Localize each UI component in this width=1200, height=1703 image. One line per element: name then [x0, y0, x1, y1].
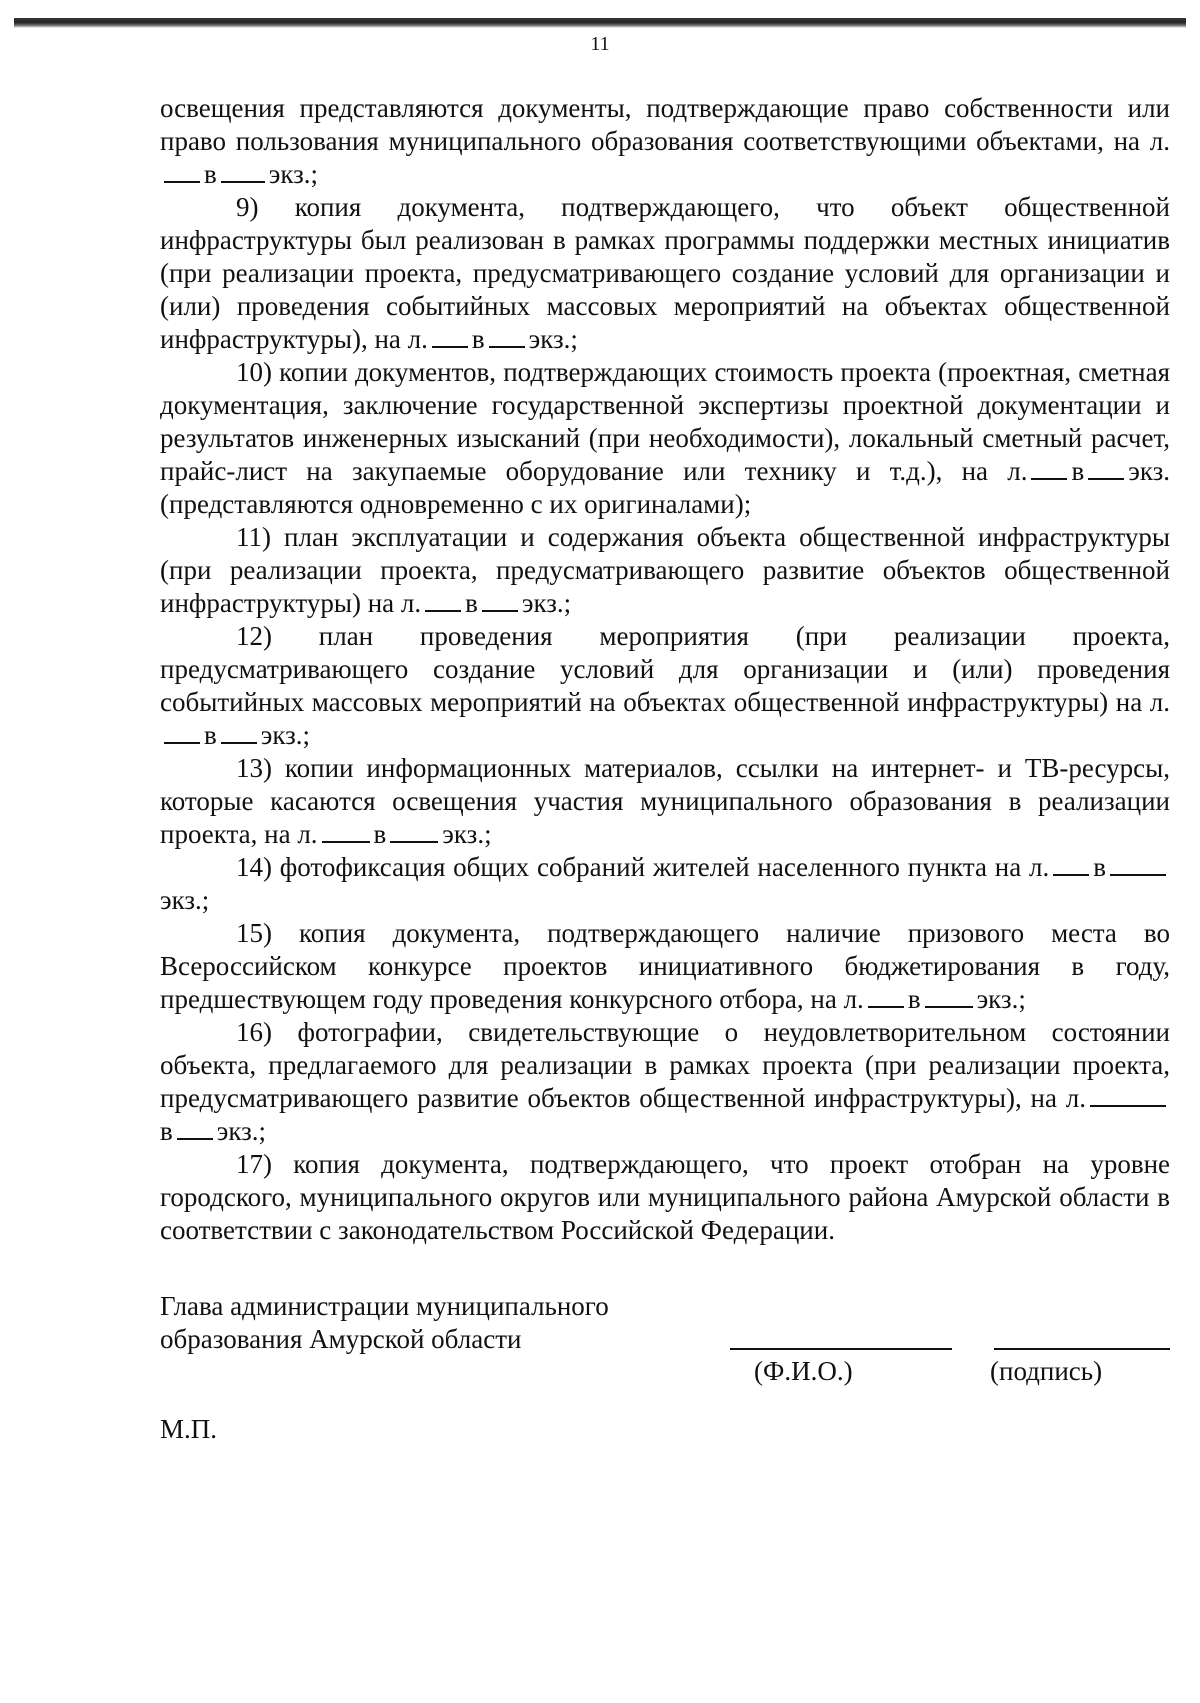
copies-suffix: экз.;	[216, 1116, 267, 1146]
paragraph-continuation-text: освещения представляются документы, подтверждающие право собственности или право пользования муниципального образования соответствующими объектами, на л.	[160, 93, 1170, 156]
sheet-count-blank	[164, 741, 200, 744]
sheet-count-blank	[432, 345, 468, 348]
stamp-place-label: М.П.	[160, 1414, 218, 1444]
copies-count-blank	[489, 345, 525, 348]
item-11-text: 11) план эксплуатации и содержания объекта общественной инфраструктуры (при реализации проекта, предусматривающего развитие объектов общественной инфраструктуры) на л.	[160, 522, 1170, 618]
copies-label: в	[907, 984, 921, 1014]
paragraph-item-16	[160, 1016, 1170, 1148]
copies-count-blank	[1088, 477, 1124, 480]
item-9-text: 9) копия документа, подтверждающего, что объект общественной инфраструктуры был реализован в рамках программы поддержки местных инициатив (при реализации проекта, предусматривающего создание условий для организации и (или) проведения событийных массовых мероприятий на объектах общественной инфраструктуры), на л.	[160, 192, 1170, 354]
copies-label: в	[1093, 852, 1106, 882]
copies-label: в	[204, 159, 217, 189]
fio-caption: (Ф.И.О.)	[754, 1356, 853, 1386]
signatory-title-line-2: образования Амурской области	[160, 1324, 522, 1354]
copies-suffix: экз. (представляются одновременно с их оригиналами);	[160, 456, 1170, 519]
item-10-text: 10) копии документов, подтверждающих стоимость проекта (проектная, сметная документация, заключение государственной экспертизы проектной документации и результатов инженерных изысканий (при необходимости), локальный сметный расчет, прайс-лист на закупаемые оборудование или технику и т.д.), на л.	[160, 357, 1170, 486]
fio-line	[730, 1348, 952, 1350]
scan-top-edge	[14, 18, 1186, 28]
signature-line	[994, 1348, 1170, 1350]
copies-count-blank	[925, 1005, 973, 1008]
copies-label: в	[471, 324, 485, 354]
copies-count-blank	[221, 180, 265, 183]
copies-count-blank	[177, 1137, 213, 1140]
paragraph-continuation	[160, 92, 1170, 191]
sheet-count-blank	[1090, 1104, 1166, 1107]
item-15-text: 15) копия документа, подтверждающего наличие призового места во Всероссийском конкурсе проектов инициативного бюджетирования в году, предшествующем году проведения конкурсного отбора, на л.	[160, 918, 1170, 1014]
copies-suffix: экз.;	[528, 324, 578, 354]
copies-count-blank	[221, 741, 257, 744]
copies-label: в	[465, 588, 478, 618]
copies-suffix: экз.;	[160, 885, 210, 915]
copies-count-blank	[482, 609, 518, 612]
item-13-text: 13) копии информационных материалов, ссылки на интернет- и ТВ-ресурсы, которые касаются освещения участия муниципального образования в реализации проекта, на л.	[160, 753, 1170, 849]
item-12-text: 12) план проведения мероприятия (при реализации проекта, предусматривающего создание условий для организации и (или) проведения событийных массовых мероприятий на объектах общественной инфраструктуры) на л.	[160, 621, 1170, 717]
page-number: 11	[590, 33, 610, 55]
copies-suffix: экз.;	[268, 159, 319, 189]
item-14-text: 14) фотофиксация общих собраний жителей населенного пункта на л.	[236, 852, 1050, 882]
sheet-count-blank	[868, 1005, 904, 1008]
paragraph-item-14	[160, 851, 1170, 917]
paragraph-item-15	[160, 917, 1170, 1016]
paragraph-item-9	[160, 191, 1170, 356]
sheet-count-blank	[1053, 873, 1089, 876]
signatory-title-line-1: Глава администрации муниципального	[160, 1291, 609, 1321]
sheet-count-blank	[322, 840, 370, 843]
copies-suffix: экз.;	[260, 720, 311, 750]
sheet-count-blank	[164, 180, 200, 183]
copies-suffix: экз.;	[521, 588, 572, 618]
item-16-text: 16) фотографии, свидетельствующие о неудовлетворительном состоянии объекта, предлагаемого для реализации в рамках проекта (при реализации проекта, предусматривающего развитие объектов общественной инфраструктуры), на л.	[160, 1017, 1170, 1113]
signature-block	[160, 1290, 1170, 1386]
copies-label: в	[204, 720, 217, 750]
document-body	[160, 92, 1170, 1247]
paragraph-item-12	[160, 620, 1170, 752]
paragraph-item-17	[160, 1148, 1170, 1247]
paragraph-item-11	[160, 521, 1170, 620]
copies-suffix: экз.;	[442, 819, 492, 849]
copies-label: в	[373, 819, 387, 849]
copies-suffix: экз.;	[976, 984, 1026, 1014]
copies-count-blank	[1110, 873, 1166, 876]
copies-count-blank	[390, 840, 438, 843]
item-17-text: 17) копия документа, подтверждающего, что проект отобран на уровне городского, муниципального округов или муниципального района Амурской области в соответствии с законодательством Российской Федерации.	[160, 1149, 1170, 1245]
sheet-count-blank	[425, 609, 461, 612]
copies-label: в	[160, 1116, 173, 1146]
copies-label: в	[1071, 456, 1085, 486]
paragraph-item-13	[160, 752, 1170, 851]
paragraph-item-10	[160, 356, 1170, 521]
signature-caption: (подпись)	[990, 1356, 1103, 1386]
sheet-count-blank	[1031, 477, 1067, 480]
